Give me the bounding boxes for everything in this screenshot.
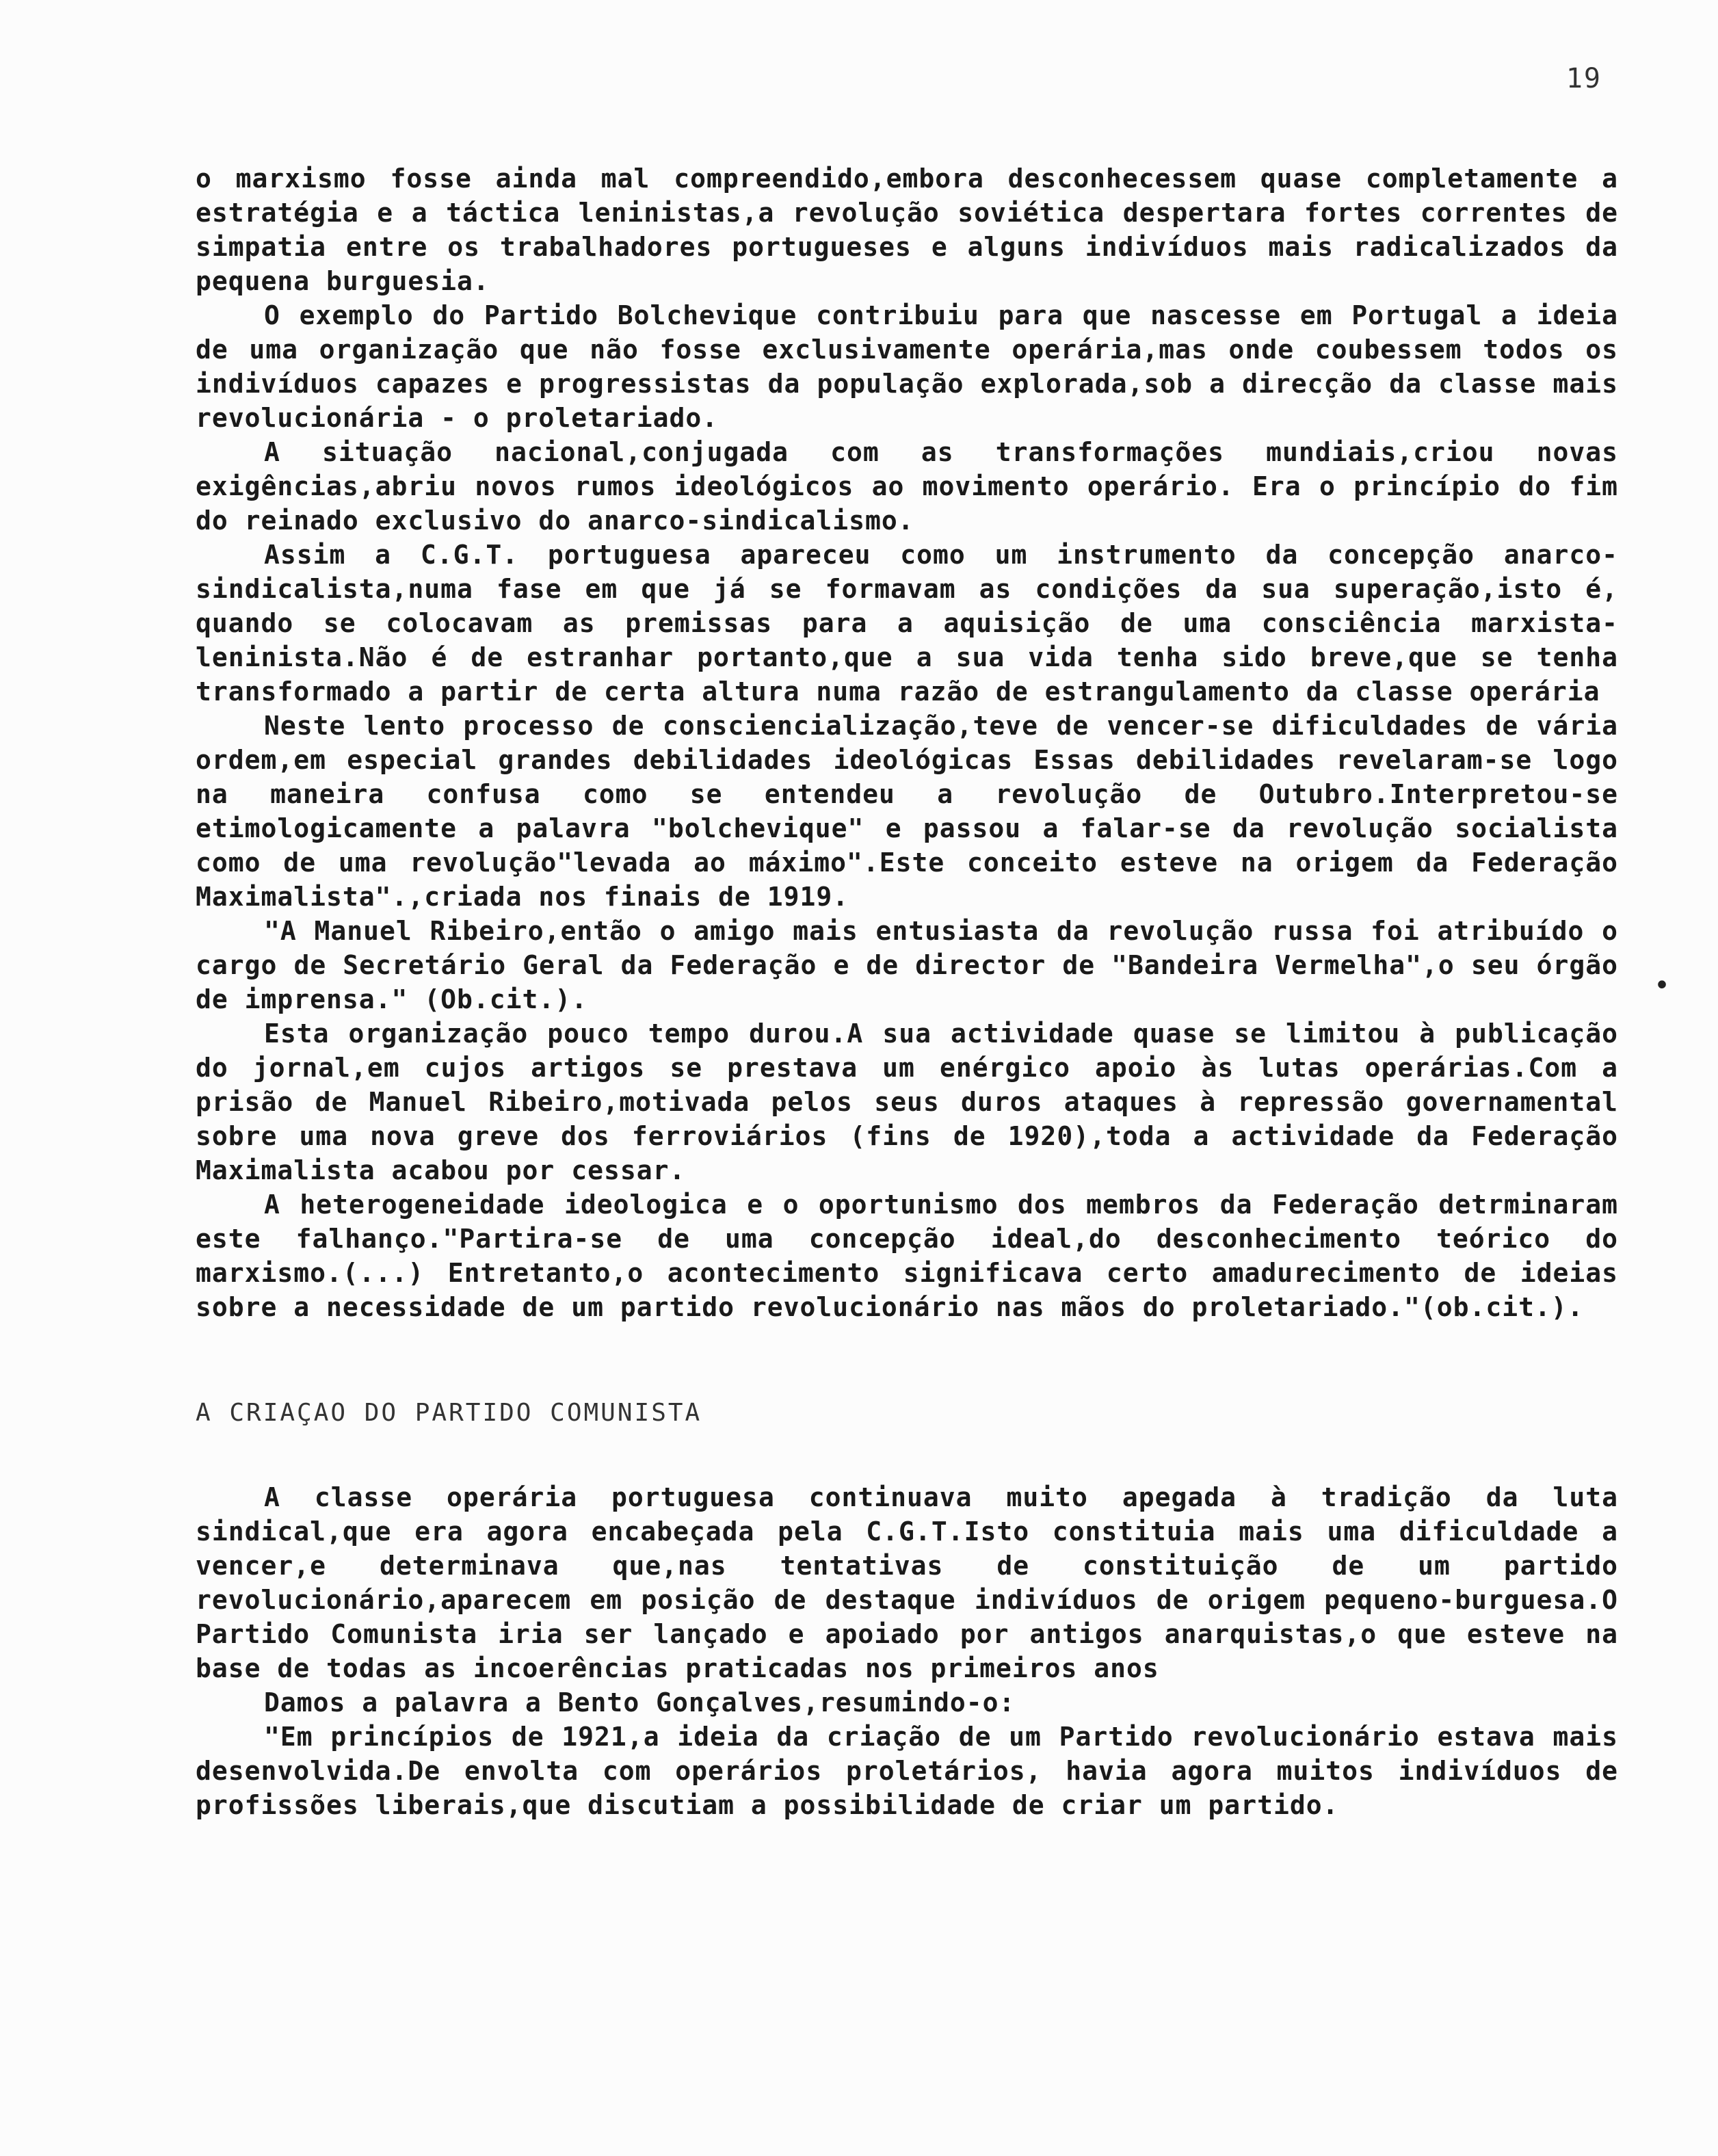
paragraph: O exemplo do Partido Bolchevique contribuiu para que nascesse em Portugal a ideia de uma organização que não fosse exclusivamente operária,mas onde coubessem todos os indivíduos capazes e progressistas da população explorada,sob a direcção da classe mais revolucionária - o proletariado. [196, 300, 1618, 433]
paragraph: Assim a C.G.T. portuguesa apareceu como um instrumento da concepção anarco-sindicalista,numa fase em que já se formavam as condições da sua superação,isto é, quando se colocavam as premissas para a aquisição de uma consciência marxista-leninista.Não é de estranhar portanto,que a sua vida tenha sido breve,que se tenha transformado a partir de certa altura numa razão de estrangulamento da classe operária [196, 540, 1618, 707]
paragraph: A heterogeneidade ideologica e o oportunismo dos membros da Federação detrminaram este falhanço."Partira-se de uma concepção ideal,do desconhecimento teórico do marxismo.(...) Entretanto,o acontecimento significava certo amadurecimento de ideias sobre a necessidade de um partido revolucionário nas mãos do proletariado."(ob.cit.). [196, 1189, 1618, 1322]
paragraph: Damos a palavra a Bento Gonçalves,resumindo-o: [264, 1687, 1016, 1718]
paragraph: o marxismo fosse ainda mal compreendido,embora desconhecessem quase completamente a estratégia e a táctica leninistas,a revolução soviética despertara fortes correntes de simpatia entre os trabalhadores portugueses e alguns indivíduos mais radicalizados da pequena burguesia. [196, 163, 1618, 296]
paragraph: A classe operária portuguesa continuava muito apegada à tradição da luta sindical,que era agora encabeçada pela C.G.T.Isto constituia mais uma dificuldade a vencer,e determinava que,nas tentativas de constituição de um partido revolucionário,aparecem em posição de destaque indivíduos de origem pequeno-burguesa.O Partido Comunista iria ser lançado e apoiado por antigos anarquistas,o que esteve na base de todas as incoerências praticadas nos primeiros anos [196, 1482, 1618, 1683]
margin-mark: • [1654, 970, 1671, 1001]
page-number: 19 [1565, 63, 1602, 94]
paragraph: Neste lento processo de consciencialização,teve de vencer-se dificuldades de vária ordem,em especial grandes debilidades ideológicas Essas debilidades revelaram-se logo na maneira confusa como se entendeu a revolução de Outubro.Interpretou-se etimologicamente a palavra "bolchevique" e passou a falar-se da revolução socialista como de uma revolução"levada ao máximo".Este conceito esteve na origem da Federação Maximalista".,criada nos finais de 1919. [196, 711, 1618, 912]
paragraph: "A Manuel Ribeiro,então o amigo mais entusiasta da revolução russa foi atribuído o cargo de Secretário Geral da Federação e de director de "Bandeira Vermelha",o seu órgão de imprensa." (Ob.cit.). [196, 916, 1618, 1014]
section-heading: A CRIAÇAO DO PARTIDO COMUNISTA [196, 1399, 702, 1427]
paragraph: Esta organização pouco tempo durou.A sua actividade quase se limitou à publicação do jornal,em cujos artigos se prestava um enérgico apoio às lutas operárias.Com a prisão de Manuel Ribeiro,motivada pelos seus duros ataques à repressão governamental sobre uma nova greve dos ferroviários (fins de 1920),toda a actividade da Federação Maximalista acabou por cessar. [196, 1018, 1618, 1185]
paragraph: A situação nacional,conjugada com as transformações mundiais,criou novas exigências,abriu novos rumos ideológicos ao movimento operário. Era o princípio do fim do reinado exclusivo do anarco-sindicalismo. [196, 437, 1618, 536]
paragraph: "Em princípios de 1921,a ideia da criação de um Partido revolucionário estava mais desenvolvida.De envolta com operários proletários, havia agora muitos indivíduos de profissões liberais,que discutiam a possibilidade de criar um partido. [196, 1722, 1618, 1820]
document-body [196, 161, 1618, 1822]
